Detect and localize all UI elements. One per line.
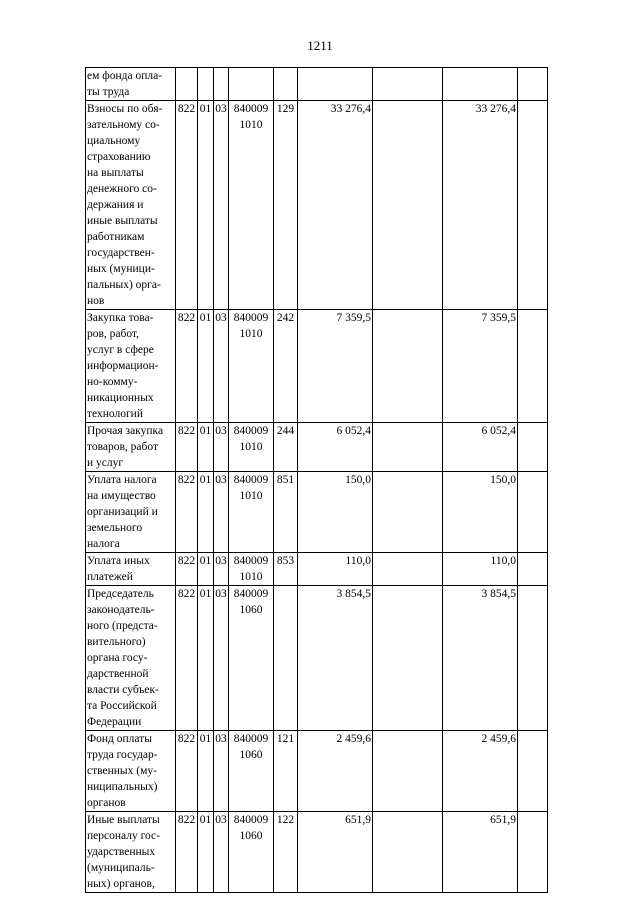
rz-code-cell: 01 xyxy=(198,101,214,310)
sum-cell xyxy=(373,310,443,423)
table-row xyxy=(86,472,548,553)
sum-cell: 33 276,4 xyxy=(443,101,518,310)
vr-code-cell xyxy=(274,586,298,731)
sum-cell xyxy=(518,553,548,586)
table-row xyxy=(86,68,548,101)
sum-cell xyxy=(373,68,443,101)
sum-cell xyxy=(518,586,548,731)
table-row xyxy=(86,101,548,310)
row-name-cell: Уплата иных платежей xyxy=(86,553,176,586)
sum-cell: 33 276,4 xyxy=(298,101,373,310)
sum-cell xyxy=(298,68,373,101)
vr-code-cell: 244 xyxy=(274,423,298,472)
table-row xyxy=(86,423,548,472)
ved-code-cell: 822 xyxy=(176,101,198,310)
sum-cell: 7 359,5 xyxy=(443,310,518,423)
csr-code-cell: 840009 1010 xyxy=(229,423,274,472)
vr-code-cell: 122 xyxy=(274,812,298,893)
row-name-cell: Взносы по обя- зательному со- циальному страхованию на выплаты денежного со- держания и иные выплаты работникам государствен- ных (муници- пальных) орга- нов xyxy=(86,101,176,310)
rz-code-cell: 01 xyxy=(198,553,214,586)
ved-code-cell: 822 xyxy=(176,310,198,423)
pr-code-cell: 03 xyxy=(214,101,229,310)
table-row xyxy=(86,553,548,586)
row-name-cell: Закупка това- ров, работ, услуг в сфере информацион- но-комму- никационных технологий xyxy=(86,310,176,423)
ved-code-cell xyxy=(176,68,198,101)
sum-cell: 150,0 xyxy=(298,472,373,553)
sum-cell xyxy=(373,812,443,893)
rz-code-cell: 01 xyxy=(198,586,214,731)
sum-cell xyxy=(518,101,548,310)
csr-code-cell: 840009 1060 xyxy=(229,731,274,812)
sum-cell xyxy=(518,472,548,553)
rz-code-cell: 01 xyxy=(198,731,214,812)
table-row xyxy=(86,586,548,731)
sum-cell xyxy=(373,586,443,731)
ved-code-cell: 822 xyxy=(176,586,198,731)
csr-code-cell: 840009 1060 xyxy=(229,586,274,731)
vr-code-cell: 853 xyxy=(274,553,298,586)
pr-code-cell: 03 xyxy=(214,472,229,553)
rz-code-cell: 01 xyxy=(198,423,214,472)
csr-code-cell: 840009 1010 xyxy=(229,472,274,553)
sum-cell: 651,9 xyxy=(443,812,518,893)
vr-code-cell: 121 xyxy=(274,731,298,812)
csr-code-cell: 840009 1060 xyxy=(229,812,274,893)
sum-cell: 110,0 xyxy=(443,553,518,586)
sum-cell xyxy=(373,472,443,553)
pr-code-cell: 03 xyxy=(214,423,229,472)
sum-cell: 150,0 xyxy=(443,472,518,553)
sum-cell: 6 052,4 xyxy=(443,423,518,472)
page-number: 1211 xyxy=(307,38,333,53)
pr-code-cell: 03 xyxy=(214,586,229,731)
budget-table xyxy=(85,67,548,893)
sum-cell xyxy=(518,423,548,472)
sum-cell: 3 854,5 xyxy=(443,586,518,731)
sum-cell: 110,0 xyxy=(298,553,373,586)
ved-code-cell: 822 xyxy=(176,423,198,472)
row-name-cell: ем фонда опла- ты труда xyxy=(86,68,176,101)
row-name-cell: Фонд оплаты труда государ- ственных (му- ниципальных) органов xyxy=(86,731,176,812)
table-body xyxy=(86,68,548,893)
csr-code-cell: 840009 1010 xyxy=(229,101,274,310)
row-name-cell: Иные выплаты персоналу гос- ударственных (муниципаль- ных) органов, xyxy=(86,812,176,893)
row-name-cell: Прочая закупка товаров, работ и услуг xyxy=(86,423,176,472)
sum-cell xyxy=(443,68,518,101)
rz-code-cell: 01 xyxy=(198,310,214,423)
vr-code-cell xyxy=(274,68,298,101)
ved-code-cell: 822 xyxy=(176,731,198,812)
ved-code-cell: 822 xyxy=(176,812,198,893)
sum-cell xyxy=(518,731,548,812)
table-row xyxy=(86,812,548,893)
table-row xyxy=(86,310,548,423)
rz-code-cell: 01 xyxy=(198,812,214,893)
sum-cell: 2 459,6 xyxy=(298,731,373,812)
vr-code-cell: 851 xyxy=(274,472,298,553)
rz-code-cell: 01 xyxy=(198,472,214,553)
sum-cell xyxy=(518,310,548,423)
sum-cell xyxy=(518,812,548,893)
vr-code-cell: 242 xyxy=(274,310,298,423)
sum-cell xyxy=(373,731,443,812)
sum-cell: 6 052,4 xyxy=(298,423,373,472)
rz-code-cell xyxy=(198,68,214,101)
pr-code-cell xyxy=(214,68,229,101)
sum-cell xyxy=(373,101,443,310)
pr-code-cell: 03 xyxy=(214,731,229,812)
ved-code-cell: 822 xyxy=(176,472,198,553)
sum-cell: 2 459,6 xyxy=(443,731,518,812)
row-name-cell: Уплата налога на имущество организаций и земельного налога xyxy=(86,472,176,553)
row-name-cell: Председатель законодатель- ного (предста- вительного) органа госу- дарственной власти субъек- та Российской Федерации xyxy=(86,586,176,731)
sum-cell: 3 854,5 xyxy=(298,586,373,731)
vr-code-cell: 129 xyxy=(274,101,298,310)
pr-code-cell: 03 xyxy=(214,553,229,586)
sum-cell xyxy=(373,553,443,586)
table-row xyxy=(86,731,548,812)
sum-cell: 651,9 xyxy=(298,812,373,893)
ved-code-cell: 822 xyxy=(176,553,198,586)
csr-code-cell xyxy=(229,68,274,101)
sum-cell xyxy=(518,68,548,101)
pr-code-cell: 03 xyxy=(214,310,229,423)
sum-cell xyxy=(373,423,443,472)
sum-cell: 7 359,5 xyxy=(298,310,373,423)
pr-code-cell: 03 xyxy=(214,812,229,893)
csr-code-cell: 840009 1010 xyxy=(229,310,274,423)
csr-code-cell: 840009 1010 xyxy=(229,553,274,586)
